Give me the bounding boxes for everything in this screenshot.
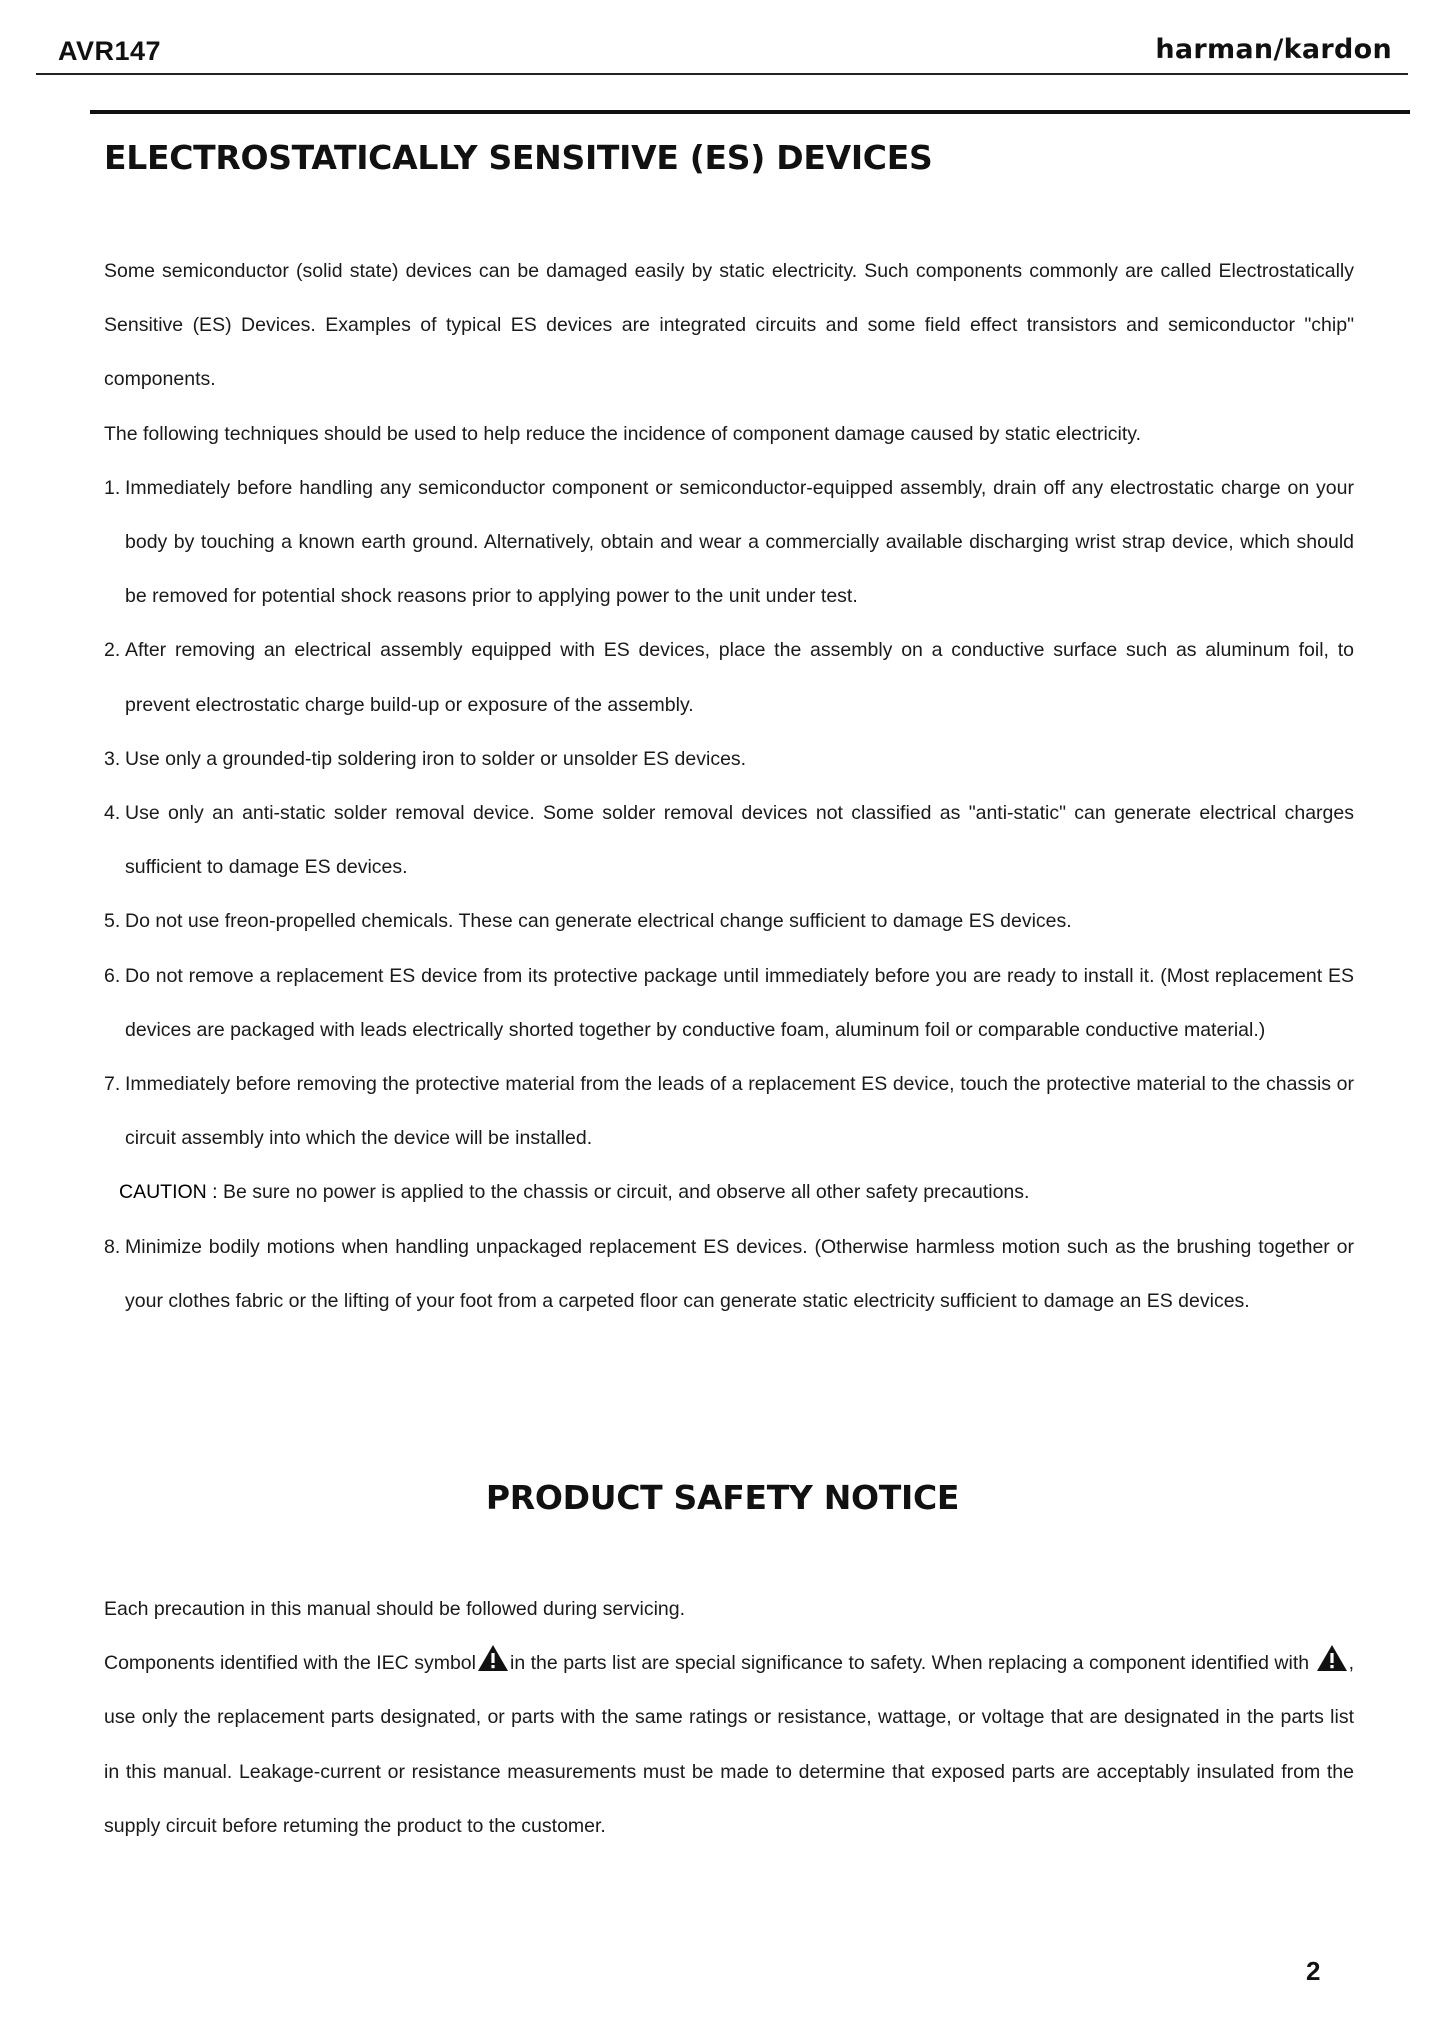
list-item <box>104 1057 1354 1165</box>
list-item-text: Do not use freon-propelled chemicals. These can generate electrical change sufficient to damage ES devices. <box>125 910 1072 933</box>
list-item-number: 1. <box>104 476 121 499</box>
es-intro-paragraph: Some semiconductor (solid state) devices can be damaged easily by static electricity. Such components commonly are called Electrostatically Sensitive (ES) Devices. Examples of typical ES devices are integrated circuits and some field effect transistors and semiconductor "chip" components. <box>104 260 1354 391</box>
ps-precaution-line: Each precaution in this manual should be followed during servicing. <box>104 1598 686 1620</box>
warning-triangle-icon <box>1316 1644 1348 1672</box>
caution-note <box>104 1165 1354 1219</box>
caution-label: CAUTION : <box>119 1181 218 1204</box>
ps-text-part-b: in the parts list are special significance to safety. When replacing a component identified with <box>510 1652 1310 1675</box>
list-item-text: Immediately before handling any semiconductor component or semiconductor-equipped assembly, drain off any electrostatic charge on your body by touching a known earth ground. Alternatively, obtain and wear a commercially available discharging wrist strap device, which should be removed for potential shock reasons prior to applying power to the unit under test. <box>125 476 1354 608</box>
page-header <box>36 28 1408 74</box>
ps-section-body <box>104 1582 1354 1853</box>
list-item <box>104 894 1354 948</box>
list-item-number: 6. <box>104 964 121 987</box>
warning-triangle-icon <box>477 1644 509 1672</box>
list-item-text: Do not remove a replacement ES device from its protective package until immediately before you are ready to install it. (Most replacement ES devices are packaged with leads electrically shorted together by conductive foam, aluminum foil or comparable conductive material.) <box>125 964 1354 1041</box>
es-section-body <box>104 244 1354 1328</box>
list-item <box>104 1220 1354 1328</box>
ps-symbol-paragraph <box>104 1636 1354 1853</box>
ps-text-part-a: Components identified with the IEC symbol <box>104 1652 476 1675</box>
list-item-number: 5. <box>104 910 121 933</box>
es-section-title: ELECTROSTATICALLY SENSITIVE (ES) DEVICES <box>104 138 933 177</box>
list-item <box>104 461 1354 624</box>
header-divider <box>36 73 1408 75</box>
list-item-number: 8. <box>104 1235 121 1258</box>
list-item <box>104 786 1354 894</box>
ps-text-part-c: , use only the replacement parts designated, or parts with the same ratings or resistance, wattage, or voltage that are designated in the parts list in this manual. Leakage-current or resistance measurements must be made to determine that exposed parts are acceptably insulated from the supply circuit before retuming the product to the customer. <box>104 1652 1354 1837</box>
list-item <box>104 623 1354 731</box>
list-item-text: Minimize bodily motions when handling unpackaged replacement ES devices. (Otherwise harmless motion such as the brushing together or your clothes fabric or the lifting of your foot from a carpeted floor can generate static electricity sufficient to damage an ES devices. <box>125 1235 1354 1312</box>
list-item-number: 7. <box>104 1073 121 1096</box>
list-item-text: Immediately before removing the protective material from the leads of a replacement ES device, touch the protective material to the chassis or circuit assembly into which the device will be installed. <box>125 1073 1354 1150</box>
list-item <box>104 732 1354 786</box>
ps-section-title: PRODUCT SAFETY NOTICE <box>485 1478 960 1517</box>
brand-logo: harman/kardon <box>1155 34 1392 65</box>
list-item-number: 4. <box>104 802 121 825</box>
page-number: 2 <box>1306 1956 1321 1986</box>
techniques-intro: The following techniques should be used to help reduce the incidence of component damage caused by static electricity. <box>104 422 1142 445</box>
list-item-text: After removing an electrical assembly equipped with ES devices, place the assembly on a conductive surface such as aluminum foil, to prevent electrostatic charge build-up or exposure of the assembly. <box>125 639 1354 716</box>
caution-text: Be sure no power is applied to the chassis or circuit, and observe all other safety precautions. <box>223 1181 1030 1204</box>
list-item-text: Use only an anti-static solder removal device. Some solder removal devices not classified as "anti-static" can generate electrical charges sufficient to damage ES devices. <box>125 802 1354 879</box>
list-item <box>104 949 1354 1057</box>
list-item-text: Use only a grounded-tip soldering iron to solder or unsolder ES devices. <box>125 747 747 770</box>
list-item-number: 3. <box>104 747 121 770</box>
model-number: AVR147 <box>58 36 162 66</box>
list-item-number: 2. <box>104 639 121 662</box>
section-divider <box>90 110 1410 114</box>
